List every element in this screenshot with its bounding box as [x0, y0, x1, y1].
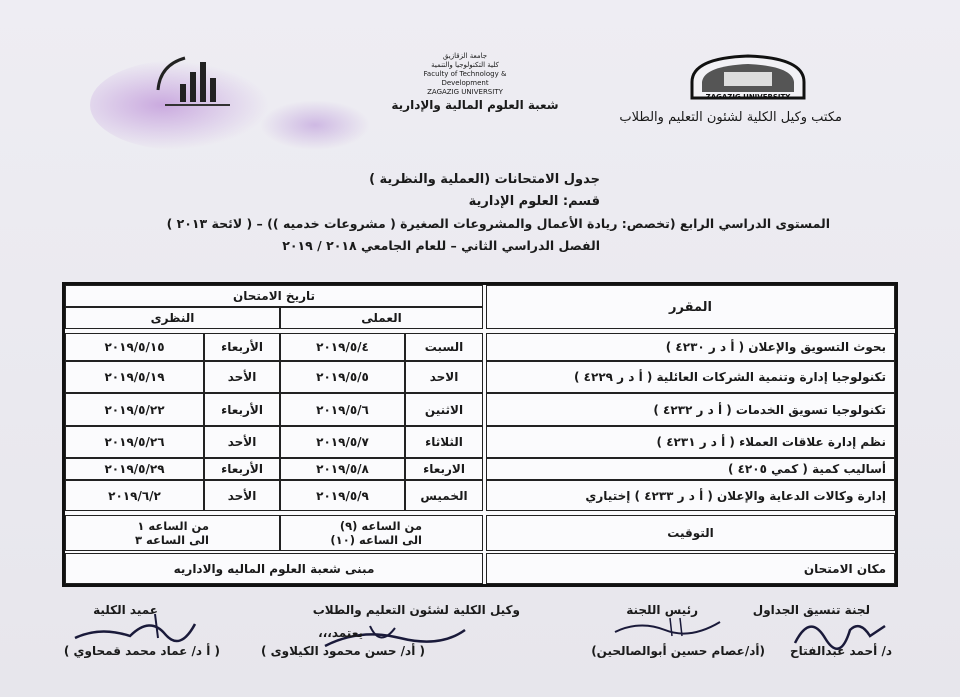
- course-header: المقرر: [486, 285, 895, 329]
- theory-date-cell: ٢٠١٩/٦/٢: [65, 480, 204, 511]
- practical-header: العملى: [280, 307, 483, 329]
- approval-label: يعتمد،،،: [318, 626, 363, 640]
- vice-dean-office-label: مكتب وكيل الكلية لشئون التعليم والطلاب: [619, 110, 842, 125]
- theory-date-cell: ٢٠١٩/٥/٢٢: [65, 393, 204, 426]
- course-cell: نظم إدارة علاقات العملاء ( أ د ر ٤٢٣١ ): [486, 426, 895, 458]
- level-title: المستوى الدراسي الرابع (تخصص: ريادة الأعمال والمشروعات الصغيرة ( مشروعات خدميه )) – ( لائحة ٢٠١٣ ): [166, 216, 830, 231]
- theory-day-cell: الأحد: [204, 426, 280, 458]
- practical-timing-cell: [280, 515, 483, 551]
- theory-date-cell: ٢٠١٩/٥/٢٦: [65, 426, 204, 458]
- theory-day-cell: الأحد: [204, 480, 280, 511]
- practical-day-cell: الاربعاء: [405, 458, 483, 480]
- vice-dean-title: وكيل الكلية لشئون التعليم والطلاب: [312, 603, 520, 617]
- schedule-title: جدول الامتحانات (العملية والنظرية ): [369, 172, 600, 187]
- coordinator-name: د/ أحمد عبدالفتاح: [790, 644, 892, 658]
- practical-date-cell: ٢٠١٩/٥/٥: [280, 361, 405, 393]
- logo-caption: ZAGAZIG UNIVERSITY: [705, 93, 791, 101]
- committee-chair-title: رئيس اللجنة: [626, 603, 698, 617]
- theory-date-cell: ٢٠١٩/٥/٢٩: [65, 458, 204, 480]
- faculty-logo-icon: [150, 50, 240, 120]
- committee-chair-name: (أد/عصام حسين أبوالصالحين): [591, 644, 765, 658]
- theory-timing-cell: [65, 515, 280, 551]
- theory-day-cell: الأربعاء: [204, 458, 280, 480]
- faculty-header-block: [400, 52, 530, 97]
- faculty-en: Faculty of Technology & Development: [423, 70, 507, 87]
- course-cell: أساليب كمية ( كمي ٤٢٠٥ ): [486, 458, 895, 480]
- place-value: مبنى شعبة العلوم الماليه والاداريه: [65, 553, 483, 584]
- course-cell: بحوث التسويق والإعلان ( أ د ر ٤٢٣٠ ): [486, 333, 895, 361]
- course-cell: إدارة وكالات الدعاية والإعلان ( أ د ر ٤٢٣٣ ) إختياري: [486, 480, 895, 511]
- theory-time-from: من الساعه ١: [137, 519, 209, 533]
- faculty-ar: كلية التكنولوجيا والتنمية: [431, 61, 499, 69]
- semester-title: الفصل الدراسي الثاني – للعام الجامعي ٢٠١٨ / ٢٠١٩: [282, 238, 600, 253]
- practical-date-cell: ٢٠١٩/٥/٨: [280, 458, 405, 480]
- university-en: ZAGAZIG UNIVERSITY: [427, 88, 503, 96]
- timing-label: التوقيت: [486, 515, 895, 551]
- theory-day-cell: الأربعاء: [204, 333, 280, 361]
- practical-day-cell: الثلاثاء: [405, 426, 483, 458]
- coordination-title: لجنة تنسيق الجداول: [752, 603, 870, 617]
- exam-date-header: تاريخ الامتحان: [65, 285, 483, 307]
- theory-date-cell: ٢٠١٩/٥/١٥: [65, 333, 204, 361]
- theory-day-cell: الأحد: [204, 361, 280, 393]
- course-cell: تكنولوجيا إدارة وتنمية الشركات العائلية ( أ د ر ٤٢٢٩ ): [486, 361, 895, 393]
- university-ar: جامعة الزقازيق: [442, 52, 488, 60]
- course-cell: تكنولوجيا تسويق الخدمات ( أ د ر ٤٢٣٢ ): [486, 393, 895, 426]
- practical-time-to: الى الساعه (١٠): [330, 533, 422, 547]
- theory-header: النظرى: [65, 307, 280, 329]
- practical-date-cell: ٢٠١٩/٥/٩: [280, 480, 405, 511]
- practical-time-from: من الساعه (٩): [339, 519, 422, 533]
- practical-date-cell: ٢٠١٩/٥/٦: [280, 393, 405, 426]
- theory-time-to: الى الساعه ٣: [134, 533, 209, 547]
- dean-title: عميد الكلية: [93, 603, 158, 617]
- practical-day-cell: الاثنين: [405, 393, 483, 426]
- section-title: قسم: العلوم الإدارية: [468, 194, 600, 209]
- university-logo-icon: [688, 52, 808, 104]
- theory-day-cell: الأربعاء: [204, 393, 280, 426]
- place-label: مكان الامتحان: [486, 553, 895, 584]
- practical-day-cell: الاحد: [405, 361, 483, 393]
- department-label: شعبة العلوم المالية والإدارية: [391, 98, 559, 112]
- vice-dean-name: ( أد/ حسن محمود الكيلاوى ): [260, 644, 425, 658]
- theory-date-cell: ٢٠١٩/٥/١٩: [65, 361, 204, 393]
- practical-date-cell: ٢٠١٩/٥/٤: [280, 333, 405, 361]
- committee-signature-icon: [610, 612, 740, 642]
- dean-signature-icon: [70, 608, 200, 648]
- practical-date-cell: ٢٠١٩/٥/٧: [280, 426, 405, 458]
- practical-day-cell: السبت: [405, 333, 483, 361]
- practical-day-cell: الخميس: [405, 480, 483, 511]
- purple-stamp-smudge: [260, 100, 370, 150]
- dean-name: ( أ د/ عماد محمد قمحاوي ): [63, 644, 220, 658]
